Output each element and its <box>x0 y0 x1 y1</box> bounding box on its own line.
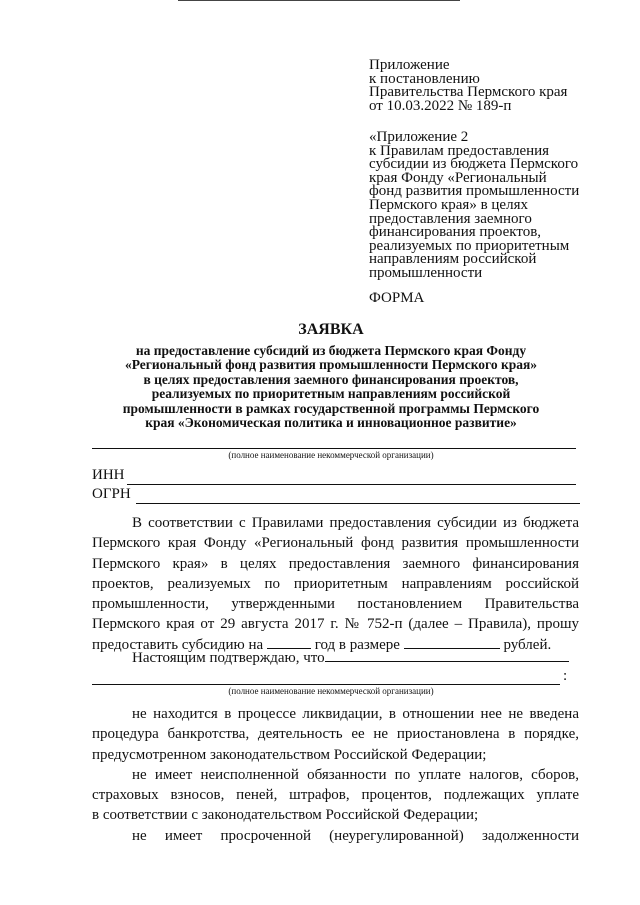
paragraph-line: проектов, реализуемых по приоритетным направлениям российской <box>92 575 579 592</box>
appendix-line: к постановлению <box>369 70 480 87</box>
document-title: ЗАЯВКА <box>298 321 364 338</box>
appendix2-line: Пермского края» в целях <box>369 196 528 213</box>
org-name-caption-2: (полное наименование некоммерческой организации) <box>228 686 434 696</box>
subtitle-line: в целях предоставления заемного финансирования проектов, <box>143 371 519 387</box>
paragraph-line: Пермского края Фонду «Региональный фонд развития промышленности <box>92 535 579 552</box>
appendix2-line: реализуемых по приоритетным <box>369 237 570 254</box>
top-border-line <box>178 0 460 1</box>
appendix2-line: субсидии из бюджета Пермского <box>369 156 579 173</box>
appendix-header <box>369 59 567 113</box>
condition-line: предусмотренном законодательством Российской Федерации; <box>92 746 487 763</box>
confirm-text: Настоящим подтверждаю, что <box>132 650 325 666</box>
appendix2-header <box>369 131 579 281</box>
subsidy-amount-field[interactable] <box>404 635 500 649</box>
form-label: ФОРМА <box>369 290 425 306</box>
appendix2-line: «Приложение 2 <box>369 129 469 145</box>
subsidy-text-1: предоставить субсидию на <box>92 636 264 653</box>
paragraph-line: В соответствии с Правилами предоставления субсидии из бюджета <box>132 515 579 531</box>
org-name-caption: (полное наименование некоммерческой организации) <box>228 450 434 460</box>
subtitle-line: края «Экономическая политика и инновационное развитие» <box>145 415 517 431</box>
subsidy-text-3: рублей. <box>503 636 552 653</box>
condition-line: не имеет просроченной (неурегулированной) задолженности <box>132 827 579 844</box>
inn-label: ИНН <box>92 467 125 483</box>
paragraph-line: Пермского края» в целях предоставления заемного финансирования <box>92 555 579 572</box>
confirm-line <box>92 648 579 668</box>
appendix2-line: промышленности <box>369 264 483 281</box>
appendix-line: от 10.03.2022 № 189-п <box>369 97 512 114</box>
condition-line: не находится в процессе ликвидации, в отношении нее не введена <box>132 706 579 722</box>
condition-line: не имеет неисполненной обязанности по уплате налогов, сборов, <box>132 766 579 783</box>
appendix-line: Приложение <box>369 57 450 73</box>
subsidy-year-field[interactable] <box>267 635 311 649</box>
subtitle-line: на предоставление субсидий из бюджета Пермского края Фонду <box>135 343 527 358</box>
appendix2-line: направлениям российской <box>369 251 537 268</box>
document-subtitle <box>86 344 576 430</box>
paragraph-line: промышленности, утвержденными постановлением Правительства <box>92 596 579 613</box>
appendix2-line: предоставления заемного <box>369 210 532 227</box>
subtitle-line: реализуемых по приоритетным направлениям российской <box>151 386 511 402</box>
ogrn-label: ОГРН <box>92 486 131 502</box>
confirm-org-line-2 <box>92 684 560 685</box>
paragraph-1 <box>92 513 579 655</box>
org-name-line <box>92 448 576 449</box>
condition-line: страховых взносов, пеней, штрафов, процентов, подлежащих уплате <box>92 787 579 804</box>
inn-line <box>127 484 576 485</box>
appendix2-line: края Фонду «Региональный <box>369 169 547 186</box>
confirm-org-field[interactable] <box>325 648 569 662</box>
ogrn-line <box>136 503 580 504</box>
paragraph-line: Пермского края от 29 августа 2017 г. № 752-п (далее – Правила), прошу <box>92 616 579 633</box>
condition-line: процедура банкротства, деятельность ее не приостановлена в порядке, <box>92 726 579 743</box>
condition-list <box>92 704 579 846</box>
appendix2-line: фонд развития промышленности <box>369 183 580 200</box>
subtitle-line: промышленности в рамках государственной программы Пермского <box>122 400 540 416</box>
appendix2-line: к Правилам предоставления <box>369 142 550 159</box>
condition-line: в соответствии с законодательством Российской Федерации; <box>92 807 479 824</box>
subtitle-line: «Региональный фонд развития промышленности Пермского края» <box>124 357 538 373</box>
appendix2-line: финансирования проектов, <box>369 224 542 241</box>
subsidy-text-2: год в размере <box>314 636 400 653</box>
confirm-colon: : <box>563 668 568 684</box>
appendix-line: Правительства Пермского края <box>369 84 568 101</box>
